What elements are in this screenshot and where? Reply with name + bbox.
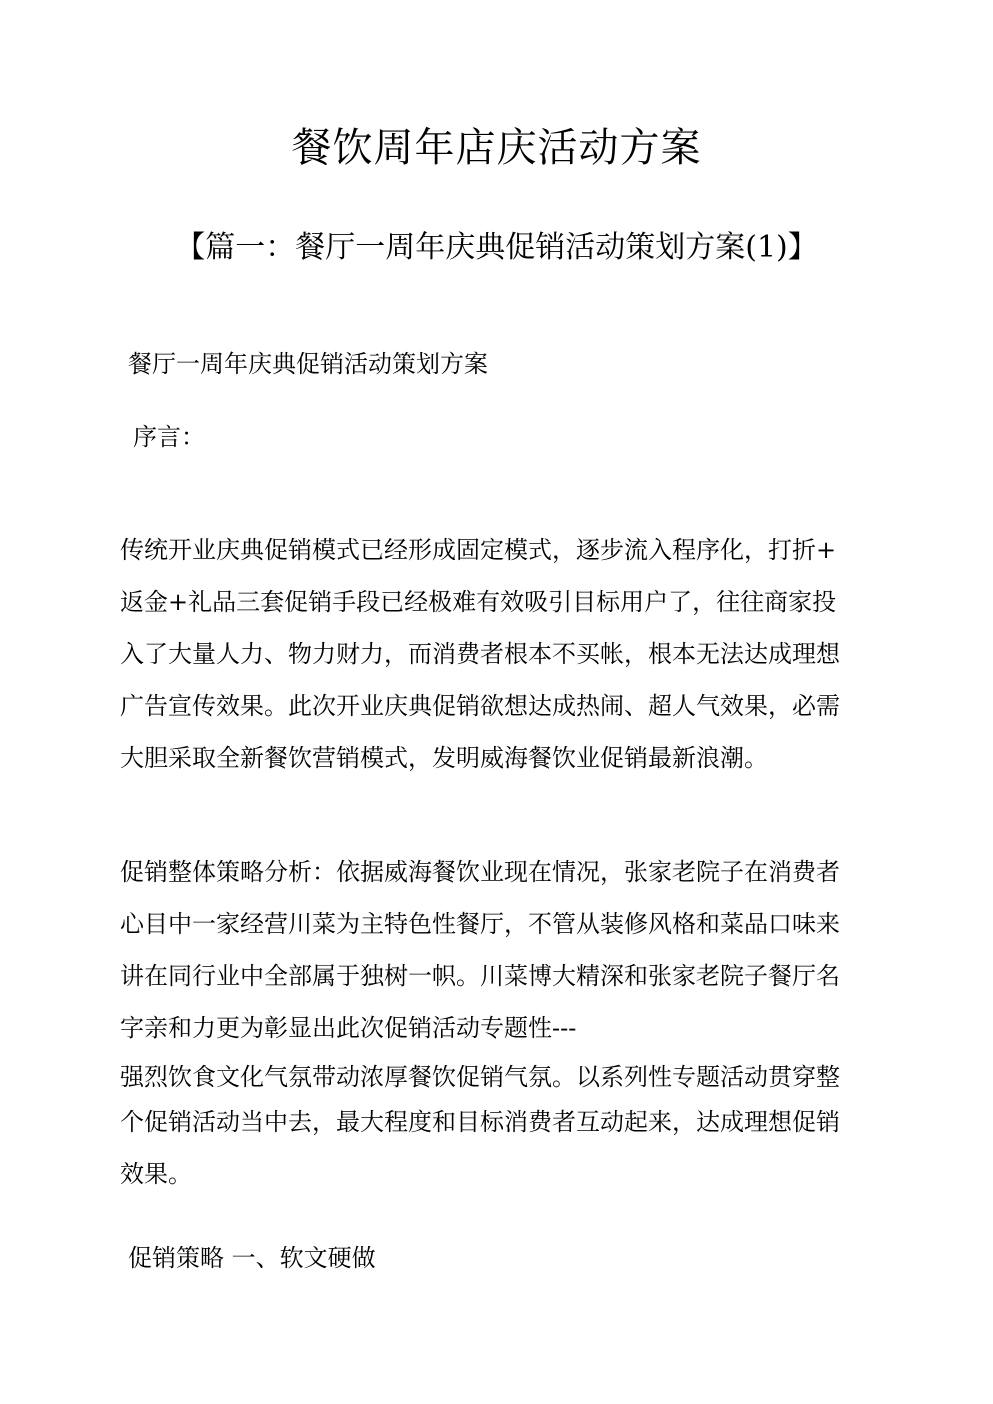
paragraph-line: 广告宣传效果。此次开业庆典促销欲想达成热闹、超人气效果，必需 xyxy=(120,692,840,720)
document-subtitle: 【篇一：餐厅一周年庆典促销活动策划方案(1)】 xyxy=(175,230,818,265)
paragraph-intro xyxy=(120,524,880,784)
paragraph-line: 心目中一家经营川菜为主特色性餐厅，不管从装修风格和菜品口味来 xyxy=(120,910,840,938)
paragraph-line: 传统开业庆典促销模式已经形成固定模式，逐步流入程序化，打折+ xyxy=(120,536,837,564)
paragraph-line: 强烈饮食文化气氛带动浓厚餐饮促销气氛。以系列性专题活动贯穿整 xyxy=(120,1063,840,1091)
paragraph-strategy-analysis xyxy=(120,846,880,1054)
document-title: 餐饮周年店庆活动方案 xyxy=(291,125,702,171)
paragraph-line: 返金+礼品三套促销手段已经极难有效吸引目标用户了，往往商家投 xyxy=(120,588,837,616)
paragraph-line: 个促销活动当中去，最大程度和目标消费者互动起来，达成理想促销 xyxy=(120,1108,840,1136)
paragraph-atmosphere xyxy=(120,1058,880,1200)
paragraph-line: 大胆采取全新餐饮营销模式，发明威海餐饮业促销最新浪潮。 xyxy=(120,744,768,772)
paragraph-line: 讲在同行业中全部属于独树一帜。川菜博大精深和张家老院子餐厅名 xyxy=(120,962,840,990)
paragraph-line: 字亲和力更为彰显出此次促销活动专题性--- xyxy=(120,1014,577,1042)
paragraph-line: 效果。 xyxy=(120,1160,192,1188)
paragraph-line: 促销整体策略分析：依据威海餐饮业现在情况，张家老院子在消费者 xyxy=(120,858,840,886)
paragraph-line: 入了大量人力、物力财力，而消费者根本不买帐，根本无法达成理想 xyxy=(120,640,840,668)
section-heading-strategy: 促销策略 一、软文硬做 xyxy=(128,1244,376,1272)
section-heading-preface: 序言： xyxy=(133,423,205,451)
section-heading-main: 餐厅一周年庆典促销活动策划方案 xyxy=(128,350,488,378)
